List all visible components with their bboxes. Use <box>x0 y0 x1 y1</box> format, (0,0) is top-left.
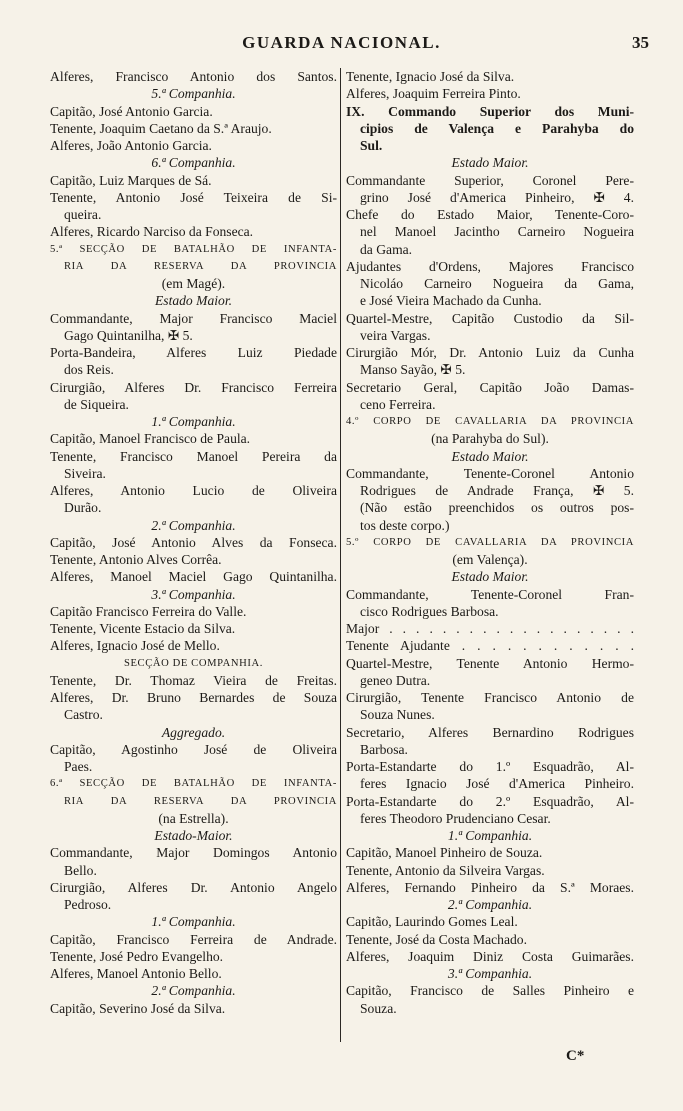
right-column-line: Estado Maior. <box>451 448 529 464</box>
right-column-line: Major . . . . . . . . . . . . . . . . . . . <box>346 621 634 636</box>
right-column-line: (na Parahyba do Sul). <box>431 431 549 447</box>
left-column-line: Estado-Maior. <box>154 828 233 843</box>
right-column-line: Souza Nunes. <box>360 707 435 723</box>
right-column <box>346 68 634 1017</box>
right-column-line: 4.º CORPO DE CAVALLARIA DA PROVINCIA <box>346 416 634 427</box>
left-column-line: 1.ª Companhia. <box>151 914 236 930</box>
left-column-line: 6.ª Companhia. <box>151 155 236 171</box>
left-column-line: (em Magé). <box>161 276 226 291</box>
left-column-line: dos Reis. <box>64 362 114 378</box>
right-column-line: IX. Commando Superior dos Muni- <box>346 103 634 119</box>
left-column-line: Capitão, Francisco Ferreira de Andrade. <box>50 931 337 947</box>
right-column-line: Cirurgião, Tenente Francisco Antonio de <box>346 690 634 705</box>
right-column-line: Commandante, Tenente-Coronel Antonio <box>346 465 634 481</box>
left-column-line: Capitão, José Antonio Alves da Fonseca. <box>50 534 337 550</box>
right-column-line: Alferes, Fernando Pinheiro da S.ª Moraes. <box>346 879 634 895</box>
left-column-line: Siveira. <box>64 465 106 481</box>
right-column-line: 1.ª Companhia. <box>447 828 533 843</box>
left-column-line: Alferes, João Antonio Garcia. <box>50 138 212 153</box>
right-column-line: Nicoláo Carneiro Nogueira da Gama, <box>360 276 634 291</box>
left-column-line: Capitão, José Antonio Garcia. <box>50 103 213 119</box>
right-column-line: Estado Maior. <box>451 569 529 585</box>
left-column-line: Pedroso. <box>64 897 112 912</box>
right-column-line: tos deste corpo.) <box>360 517 450 533</box>
right-column-line: Porta-Estandarte do 2.º Esquadrão, Al- <box>346 793 634 809</box>
right-column-line: Souza. <box>360 1000 397 1016</box>
right-column-line: 5.º CORPO DE CAVALLARIA DA PROVINCIA <box>346 536 634 548</box>
right-column-line: Commandante, Tenente-Coronel Fran- <box>346 586 634 602</box>
right-column-line: Estado Maior. <box>451 155 529 171</box>
right-column-line: grino José d'America Pinheiro, ✠ 4. <box>360 189 634 205</box>
right-column-line: Tenente, José da Costa Machado. <box>346 931 527 947</box>
left-column-line: Capitão, Severino José da Silva. <box>50 1000 226 1016</box>
left-column-line: Alferes, Ignacio José de Mello. <box>50 638 220 654</box>
left-column-line: Alferes, Francisco Antonio dos Santos. <box>50 69 337 84</box>
left-column-line: Capitão, Luiz Marques de Sá. <box>50 172 212 188</box>
left-column-line: Estado Maior. <box>154 293 233 309</box>
left-column-line: Tenente, Joaquim Caetano da S.ª Araujo. <box>50 120 272 136</box>
right-column-line: Secretario, Alferes Bernardino Rodrigues <box>346 724 634 740</box>
right-column-line: feres Theodoro Prudenciano Cesar. <box>360 810 551 826</box>
left-column-line: Castro. <box>64 707 103 723</box>
left-column-line: SECÇÃO DE COMPANHIA. <box>123 657 264 669</box>
left-column-line: Durão. <box>64 500 102 516</box>
right-column-line: Quartel-Mestre, Tenente Antonio Hermo- <box>346 655 634 671</box>
right-column-line: 3.ª Companhia. <box>447 966 533 981</box>
left-column-line: 5.ª Companhia. <box>151 86 236 102</box>
right-column-line: (em Valença). <box>452 552 528 567</box>
right-column-line: geneo Dutra. <box>360 672 431 688</box>
right-column-line: cipios de Valença e Parahyba do <box>360 120 634 136</box>
right-column-line: Alferes, Joaquim Diniz Costa Guimarães. <box>346 948 634 964</box>
left-column-line: RIA DA RESERVA DA PROVINCIA <box>64 795 337 807</box>
right-column-line: veira Vargas. <box>360 327 431 343</box>
left-column-line: Alferes, Manoel Antonio Bello. <box>50 966 222 981</box>
left-column-line: Cirurgião, Alferes Dr. Francisco Ferreira <box>50 379 337 395</box>
right-column-line: Rodrigues de Andrade França, ✠ 5. <box>360 483 634 498</box>
right-column-line: Quartel-Mestre, Capitão Custodio da Sil- <box>346 310 634 326</box>
left-column-line: Tenente, José Pedro Evangelho. <box>50 948 224 964</box>
right-column-line: Commandante Superior, Coronel Pere- <box>346 172 634 188</box>
left-column-line: 3.ª Companhia. <box>151 586 236 602</box>
left-column-line: Tenente, Antonio Alves Corrêa. <box>50 552 222 567</box>
page-number: 35 <box>632 33 649 52</box>
right-column-line: Porta-Estandarte do 1.º Esquadrão, Al- <box>346 759 634 774</box>
right-column-line: Tenente Ajudante . . . . . . . . . . . . <box>346 638 634 654</box>
left-column-line: Tenente, Vicente Estacio da Silva. <box>50 621 236 636</box>
column-divider <box>340 68 341 1042</box>
left-column-line: Porta-Bandeira, Alferes Luiz Piedade <box>50 345 337 360</box>
left-column-line: Paes. <box>64 759 93 774</box>
right-column-line: Tenente, Ignacio José da Silva. <box>346 69 515 84</box>
right-column-line: (Não estão preenchidos os outros pos- <box>360 500 634 516</box>
left-column-line: 5.ª SECÇÃO DE BATALHÃO DE INFANTA- <box>50 243 337 255</box>
right-column-line: 2.ª Companhia. <box>447 897 533 912</box>
right-column-line: Capitão, Manoel Pinheiro de Souza. <box>346 845 543 861</box>
right-column-line: Sul. <box>360 138 383 153</box>
left-column-line: Bello. <box>64 862 97 878</box>
left-column-line: Commandante, Major Domingos Antonio <box>50 845 337 861</box>
running-title: GUARDA NACIONAL. <box>242 33 441 52</box>
right-column-line: Secretario Geral, Capitão João Damas- <box>346 379 634 395</box>
right-column-line: cisco Rodrigues Barbosa. <box>360 603 499 619</box>
left-column-line: RIA DA RESERVA DA PROVINCIA <box>64 260 337 272</box>
left-column-line: 1.ª Companhia. <box>151 414 236 429</box>
left-column-line: Cirurgião, Alferes Dr. Antonio Angelo <box>50 879 337 895</box>
left-column-line: 2.ª Companhia. <box>151 983 236 999</box>
left-column-line: Tenente, Dr. Thomaz Vieira de Freitas. <box>50 672 337 688</box>
left-column-line: 6.ª SECÇÃO DE BATALHÃO DE INFANTA- <box>50 778 337 790</box>
right-column-line: Manso Sayão, ✠ 5. <box>360 362 466 378</box>
left-column-line: Gago Quintanilha, ✠ 5. <box>64 327 193 343</box>
left-column-line: queira. <box>64 207 102 222</box>
left-column-line: Tenente, Antonio José Teixeira de Si- <box>50 189 337 205</box>
right-column-line: Barbosa. <box>360 741 408 757</box>
right-column-line: ceno Ferreira. <box>360 396 436 412</box>
left-column-line: Alferes, Ricardo Narciso da Fonseca. <box>50 224 254 240</box>
left-column-line: de Siqueira. <box>64 396 129 412</box>
left-column-line: Tenente, Francisco Manoel Pereira da <box>50 448 337 464</box>
right-column-line: Cirurgião Mór, Dr. Antonio Luiz da Cunha <box>346 345 634 360</box>
right-column-line: e José Vieira Machado da Cunha. <box>360 293 542 309</box>
left-column-line: Aggregado. <box>161 724 226 740</box>
right-column-line: Ajudantes d'Ordens, Majores Francisco <box>346 258 634 274</box>
left-column-line: Capitão Francisco Ferreira do Valle. <box>50 603 247 619</box>
left-column-line: Alferes, Dr. Bruno Bernardes de Souza <box>50 690 337 705</box>
right-column-line: Tenente, Antonio da Silveira Vargas. <box>346 862 545 878</box>
page-header <box>0 33 683 57</box>
right-column-line: Chefe do Estado Maior, Tenente-Coro- <box>346 207 634 222</box>
left-column-line: Alferes, Antonio Lucio de Oliveira <box>50 483 337 498</box>
right-column-line: Capitão, Francisco de Salles Pinheiro e <box>346 983 634 999</box>
right-column-line: nel Manoel Jacintho Carneiro Nogueira <box>360 224 634 240</box>
right-column-line: Alferes, Joaquim Ferreira Pinto. <box>346 86 521 102</box>
left-column-line: Capitão, Agostinho José de Oliveira <box>50 741 337 757</box>
right-column-line: da Gama. <box>360 241 413 257</box>
signature-mark: C* <box>566 1048 585 1064</box>
left-column-line: Alferes, Manoel Maciel Gago Quintanilha. <box>50 569 337 585</box>
left-column-line: Capitão, Manoel Francisco de Paula. <box>50 431 251 447</box>
left-column-line: (na Estrella). <box>158 810 229 826</box>
left-column-line: 2.ª Companhia. <box>151 517 236 533</box>
right-column-line: Capitão, Laurindo Gomes Leal. <box>346 914 518 930</box>
left-column-line: Commandante, Major Francisco Maciel <box>50 310 337 326</box>
left-column <box>50 68 337 1017</box>
right-column-line: feres Ignacio José d'America Pinheiro. <box>360 776 634 792</box>
